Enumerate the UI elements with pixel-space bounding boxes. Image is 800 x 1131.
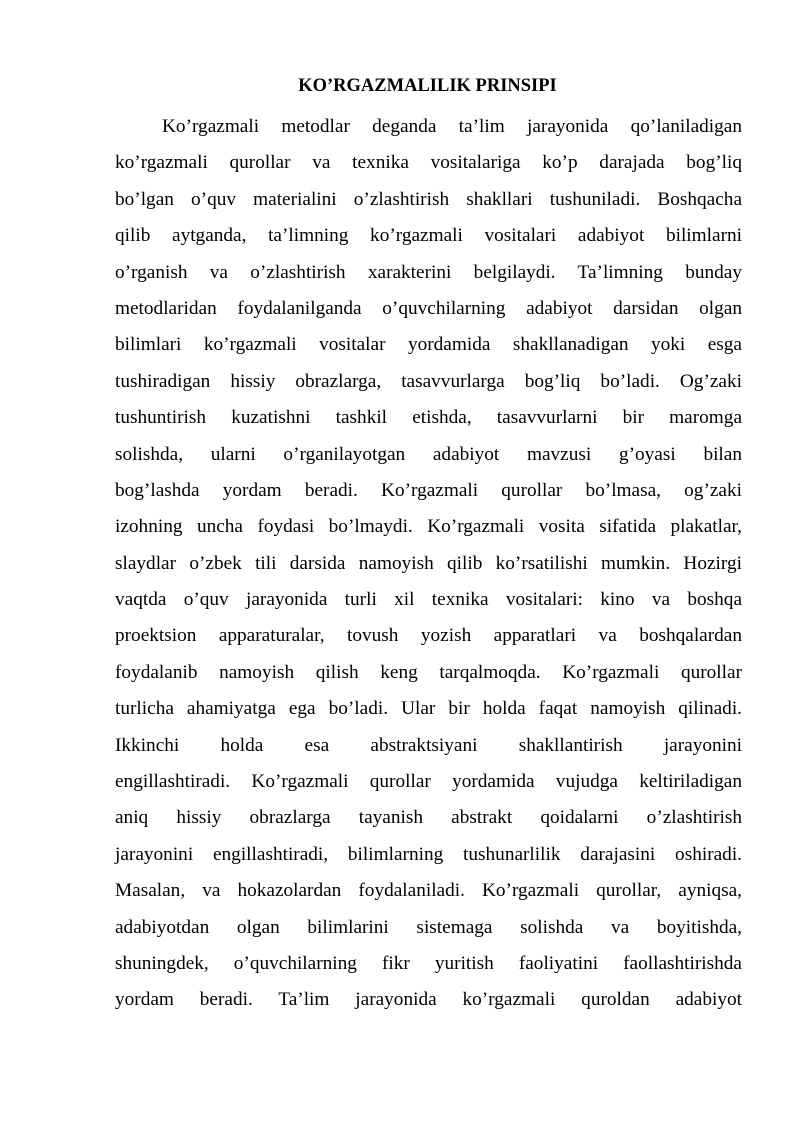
text-line: qilib aytganda, ta’limning ko’rgazmali vositalari adabiyot bilimlarni xyxy=(115,225,742,247)
text-line: Ikkinchi holda esa abstraktsiyani shakllantirish jarayonini xyxy=(115,734,742,756)
text-line: bilimlari ko’rgazmali vositalar yordamida shakllanadigan yoki esga xyxy=(115,334,742,356)
text-line: proektsion apparaturalar, tovush yozish apparatlari va boshqalardan xyxy=(115,625,742,647)
text-line: solishda, ularni o’rganilayotgan adabiyot mavzusi g’oyasi bilan xyxy=(115,443,742,465)
text-line: izohning uncha foydasi bo’lmaydi. Ko’rgazmali vosita sifatida plakatlar, xyxy=(115,516,742,538)
text-line: yordam beradi. Ta’lim jarayonida ko’rgazmali quroldan adabiyot xyxy=(115,989,742,1011)
text-line: slaydlar o’zbek tili darsida namoyish qilib ko’rsatilishi mumkin. Hozirgi xyxy=(115,552,742,574)
text-line: aniq hissiy obrazlarga tayanish abstrakt qoidalarni o’zlashtirish xyxy=(115,807,742,829)
text-line: shuningdek, o’quvchilarning fikr yuritish faoliyatini faollashtirishda xyxy=(115,952,742,974)
text-line: adabiyotdan olgan bilimlarini sistemaga solishda va boyitishda, xyxy=(115,916,742,938)
text-line: bo’lgan o’quv materialini o’zlashtirish shakllari tushuniladi. Boshqacha xyxy=(115,188,742,210)
text-line: tushiradigan hissiy obrazlarga, tasavvurlarga bog’liq bo’ladi. Og’zaki xyxy=(115,370,742,392)
body-paragraph xyxy=(115,109,742,1019)
text-line: Ko’rgazmali metodlar deganda ta’lim jarayonida qo’laniladigan xyxy=(162,116,742,137)
text-line: Masalan, va hokazolardan foydalaniladi. Ko’rgazmali qurollar, ayniqsa, xyxy=(115,880,742,902)
text-line: vaqtda o’quv jarayonida turli xil texnika vositalari: kino va boshqa xyxy=(115,589,742,611)
text-line: tushuntirish kuzatishni tashkil etishda, tasavvurlarni bir maromga xyxy=(115,407,742,429)
text-line: bog’lashda yordam beradi. Ko’rgazmali qurollar bo’lmasa, og’zaki xyxy=(115,479,742,501)
text-line: ko’rgazmali qurollar va texnika vositalariga ko’p darajada bog’liq xyxy=(115,152,742,174)
text-line: o’rganish va o’zlashtirish xarakterini belgilaydi. Ta’limning bunday xyxy=(115,261,742,283)
text-line: foydalanib namoyish qilish keng tarqalmoqda. Ko’rgazmali qurollar xyxy=(115,661,742,683)
document-title: KO’RGAZMALILIK PRINSIPI xyxy=(298,76,557,96)
text-line: turlicha ahamiyatga ega bo’ladi. Ular bir holda faqat namoyish qilinadi. xyxy=(115,698,742,720)
text-line: metodlaridan foydalanilganda o’quvchilarning adabiyot darsidan olgan xyxy=(115,297,742,319)
text-line: jarayonini engillashtiradi, bilimlarning tushunarlilik darajasini oshiradi. xyxy=(115,843,742,865)
text-line: engillashtiradi. Ko’rgazmali qurollar yordamida vujudga keltiriladigan xyxy=(115,771,742,793)
